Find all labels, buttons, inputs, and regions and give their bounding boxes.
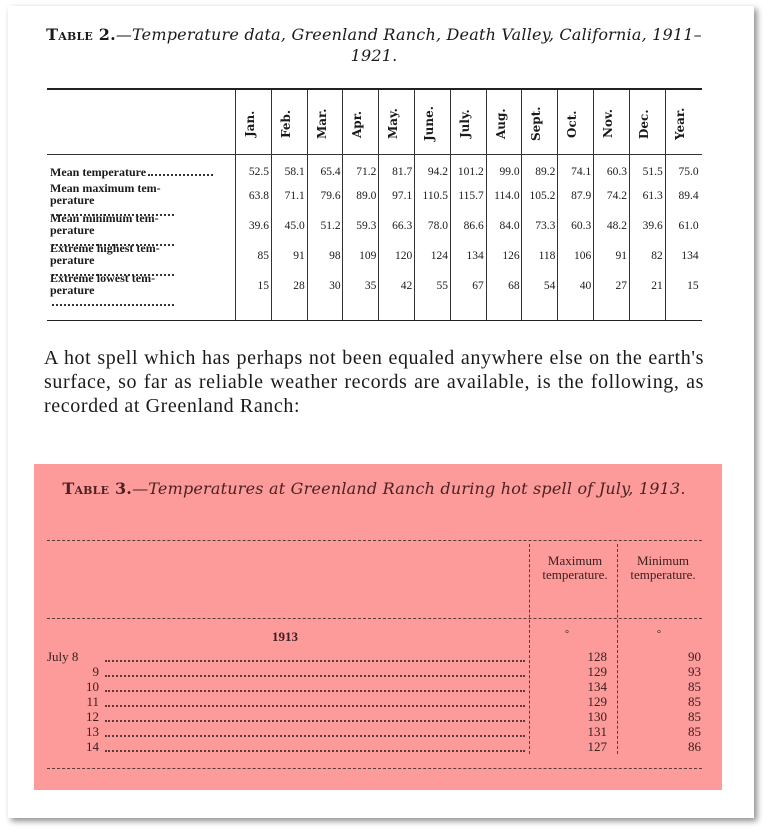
table2-cell: 58.1 — [284, 166, 305, 178]
table2-caption — [44, 24, 704, 66]
table2-cell: 15 — [257, 280, 269, 292]
table2-cell: 60.3 — [571, 220, 592, 232]
table2-cell: 110.5 — [422, 190, 448, 202]
table2-row-label-line2: perature — [50, 253, 95, 267]
table2-cell: 63.8 — [248, 190, 269, 202]
table2-row-label-line1: Extreme highest tem- — [50, 241, 160, 255]
table2-cell: 94.2 — [427, 166, 448, 178]
table2-cell: 65.4 — [320, 166, 341, 178]
table2-cell: 75.0 — [678, 166, 699, 178]
table3-day: 13 — [86, 724, 99, 739]
table3-max-value: 129 — [587, 694, 607, 709]
table2-cell: 68 — [508, 280, 520, 292]
table2-cell: 85 — [257, 250, 269, 262]
table3-min-value: 85 — [688, 724, 701, 739]
table2-cell: 74.2 — [606, 190, 627, 202]
table3-leader-dots — [105, 690, 525, 692]
table2-cell: 98 — [329, 250, 341, 262]
table3-max-value: 129 — [587, 664, 607, 679]
table3-day: 11 — [86, 694, 99, 709]
table2-col-header: May. — [386, 108, 401, 140]
table2-row-label-line1: Mean minimum tem- — [50, 211, 159, 225]
table2-caption-lead: Table 2. — [46, 25, 116, 44]
table2-cell: 89.2 — [535, 166, 556, 178]
table2-leader-dots — [52, 304, 174, 306]
table2-header-rule — [47, 154, 702, 155]
table2-cell: 61.3 — [642, 190, 663, 202]
table3-max-value: 128 — [587, 649, 607, 664]
table2-cell: 106 — [573, 250, 592, 262]
table2-cell: 71.1 — [284, 190, 305, 202]
table3-col-min-header: Minimum temperature. — [630, 553, 696, 582]
table2-col-header: Dec. — [636, 109, 651, 139]
table2-cell: 89.0 — [356, 190, 377, 202]
table2-cell: 55 — [436, 280, 448, 292]
table2-row-label-line1: Extreme lowest tem- — [50, 271, 156, 285]
table2-row-label — [50, 166, 235, 178]
table2-cell: 52.5 — [248, 166, 269, 178]
table2-cell: 61.0 — [678, 220, 699, 232]
table2-col-header: Nov. — [601, 109, 615, 139]
table3-header-rule — [47, 618, 702, 619]
table3-day: 12 — [86, 709, 99, 724]
table2-cell: 59.3 — [356, 220, 377, 232]
table2-col-header: Feb. — [278, 109, 293, 139]
table3-leader-dots — [105, 735, 525, 737]
table2-cell: 39.6 — [248, 220, 269, 232]
table3-bottom-rule — [47, 768, 702, 769]
table2-cell: 73.3 — [535, 220, 556, 232]
table3-row — [47, 740, 707, 754]
table2-cell: 91 — [615, 250, 627, 262]
table2-cell: 28 — [293, 280, 305, 292]
body-paragraph: A hot spell which has perhaps not been equaled anywhere else on the earth's surface, so far as reliable weather records are available, is the following, as recorded at Greenland Ranch: — [44, 347, 704, 417]
table2-row-label-line2: perature — [50, 193, 95, 207]
table2-cell: 79.6 — [320, 190, 341, 202]
table2-col-header: June. — [422, 106, 436, 142]
table3-degree-min: ° — [657, 629, 661, 640]
table2-leader-dots — [148, 174, 213, 176]
table3-max-value: 134 — [587, 679, 607, 694]
table2-cell: 40 — [579, 280, 592, 292]
table3-day: July 8 — [47, 649, 79, 664]
table2-cell: 134 — [466, 250, 484, 262]
table2-col-header: Sept. — [529, 106, 544, 142]
table2-cell: 82 — [651, 250, 663, 262]
table2-cell: 81.7 — [392, 166, 413, 178]
table3-max-value: 127 — [587, 739, 607, 754]
table3-min-value: 85 — [688, 679, 701, 694]
table2-col-header: Mar. — [314, 108, 329, 140]
table2-cell: 51.5 — [642, 166, 663, 178]
table2-cell: 71.2 — [356, 166, 377, 178]
table2-col-header: Apr. — [350, 110, 365, 138]
table2-cell: 84.0 — [499, 220, 520, 232]
table2-cell: 118 — [538, 250, 556, 262]
table3-top-rule — [47, 540, 702, 541]
table2-col-header: Aug. — [493, 108, 508, 140]
table2 — [47, 88, 702, 321]
table2-cell: 124 — [430, 250, 448, 262]
table2-row-label — [50, 272, 235, 308]
table3-leader-dots — [105, 705, 525, 707]
table2-cell: 126 — [502, 250, 520, 262]
table2-cell: 54 — [543, 280, 556, 292]
table3-min-value: 86 — [688, 739, 701, 754]
table2-cell: 15 — [687, 280, 699, 292]
table3-caption-lead: Table 3. — [62, 479, 133, 498]
table3-row — [47, 665, 707, 679]
table3-max-value: 131 — [587, 724, 607, 739]
table3-row — [47, 650, 707, 664]
table2-cell: 30 — [329, 280, 341, 292]
table3-row — [47, 695, 707, 709]
table3-leader-dots — [105, 675, 525, 677]
table2-cell: 48.2 — [606, 220, 627, 232]
table3-degree-max: ° — [565, 629, 569, 640]
table2-cell: 97.1 — [392, 190, 413, 202]
table3-min-value: 90 — [688, 649, 701, 664]
table3-day: 14 — [86, 739, 99, 754]
table2-cell: 120 — [394, 250, 413, 262]
table3-leader-dots — [105, 720, 525, 722]
table2-cell: 105.2 — [529, 190, 556, 202]
table3-day: 10 — [86, 679, 99, 694]
table2-cell: 115.7 — [458, 190, 484, 202]
table3-leader-dots — [105, 660, 525, 662]
table2-cell: 21 — [651, 280, 663, 292]
table2-row-label-line2: perature — [50, 283, 95, 297]
table3-caption — [44, 478, 704, 499]
table3-day: 9 — [92, 664, 99, 679]
table2-caption-title: —Temperature data, Greenland Ranch, Death Valley, California, 1911–1921. — [115, 25, 702, 65]
table2-cell: 39.6 — [642, 220, 663, 232]
table3-max-value: 130 — [587, 709, 607, 724]
table2-col-header: Oct. — [565, 110, 580, 138]
table2-row-label-line1: Mean temperature — [50, 165, 147, 179]
table2-cell: 66.3 — [392, 220, 413, 232]
table2-cell: 114.0 — [494, 190, 520, 202]
table3-min-value: 93 — [688, 664, 701, 679]
table2-cell: 42 — [400, 280, 413, 292]
table2-cell: 91 — [293, 250, 305, 262]
table2-cell: 45.0 — [284, 220, 305, 232]
table2-cell: 27 — [615, 280, 627, 292]
table3-min-value: 85 — [688, 709, 701, 724]
table2-col-header: Year. — [672, 107, 687, 141]
table2-cell: 109 — [359, 250, 377, 262]
table2-cell: 35 — [364, 280, 377, 292]
table2-row-label-line1: Mean maximum tem- — [50, 181, 161, 195]
table2-cell: 51.2 — [320, 220, 341, 232]
table3-min-value: 85 — [688, 694, 701, 709]
table3-year: 1913 — [272, 629, 298, 644]
table2-cell: 74.1 — [571, 166, 592, 178]
table3-row — [47, 680, 707, 694]
table2-cell: 67 — [472, 280, 484, 292]
table3-row — [47, 725, 707, 739]
table2-cell: 99.0 — [499, 166, 520, 178]
table3-leader-dots — [105, 750, 525, 752]
table2-cell: 86.6 — [463, 220, 484, 232]
table2-cell: 101.2 — [457, 166, 484, 178]
table2-cell: 89.4 — [678, 190, 699, 202]
table2-col-header: Jan. — [243, 110, 257, 138]
table2-col-header: July. — [457, 109, 472, 139]
table3 — [47, 540, 702, 770]
table2-cell: 134 — [681, 250, 699, 262]
table3-row — [47, 710, 707, 724]
table2-cell: 78.0 — [427, 220, 448, 232]
table3-caption-title: —Temperatures at Greenland Ranch during hot spell of July, 1913. — [132, 479, 686, 498]
table2-cell: 87.9 — [571, 190, 592, 202]
table2-row-label-line2: perature — [50, 223, 95, 237]
table3-col-max-header: Maximum temperature. — [542, 553, 608, 582]
table2-cell: 60.3 — [606, 166, 627, 178]
